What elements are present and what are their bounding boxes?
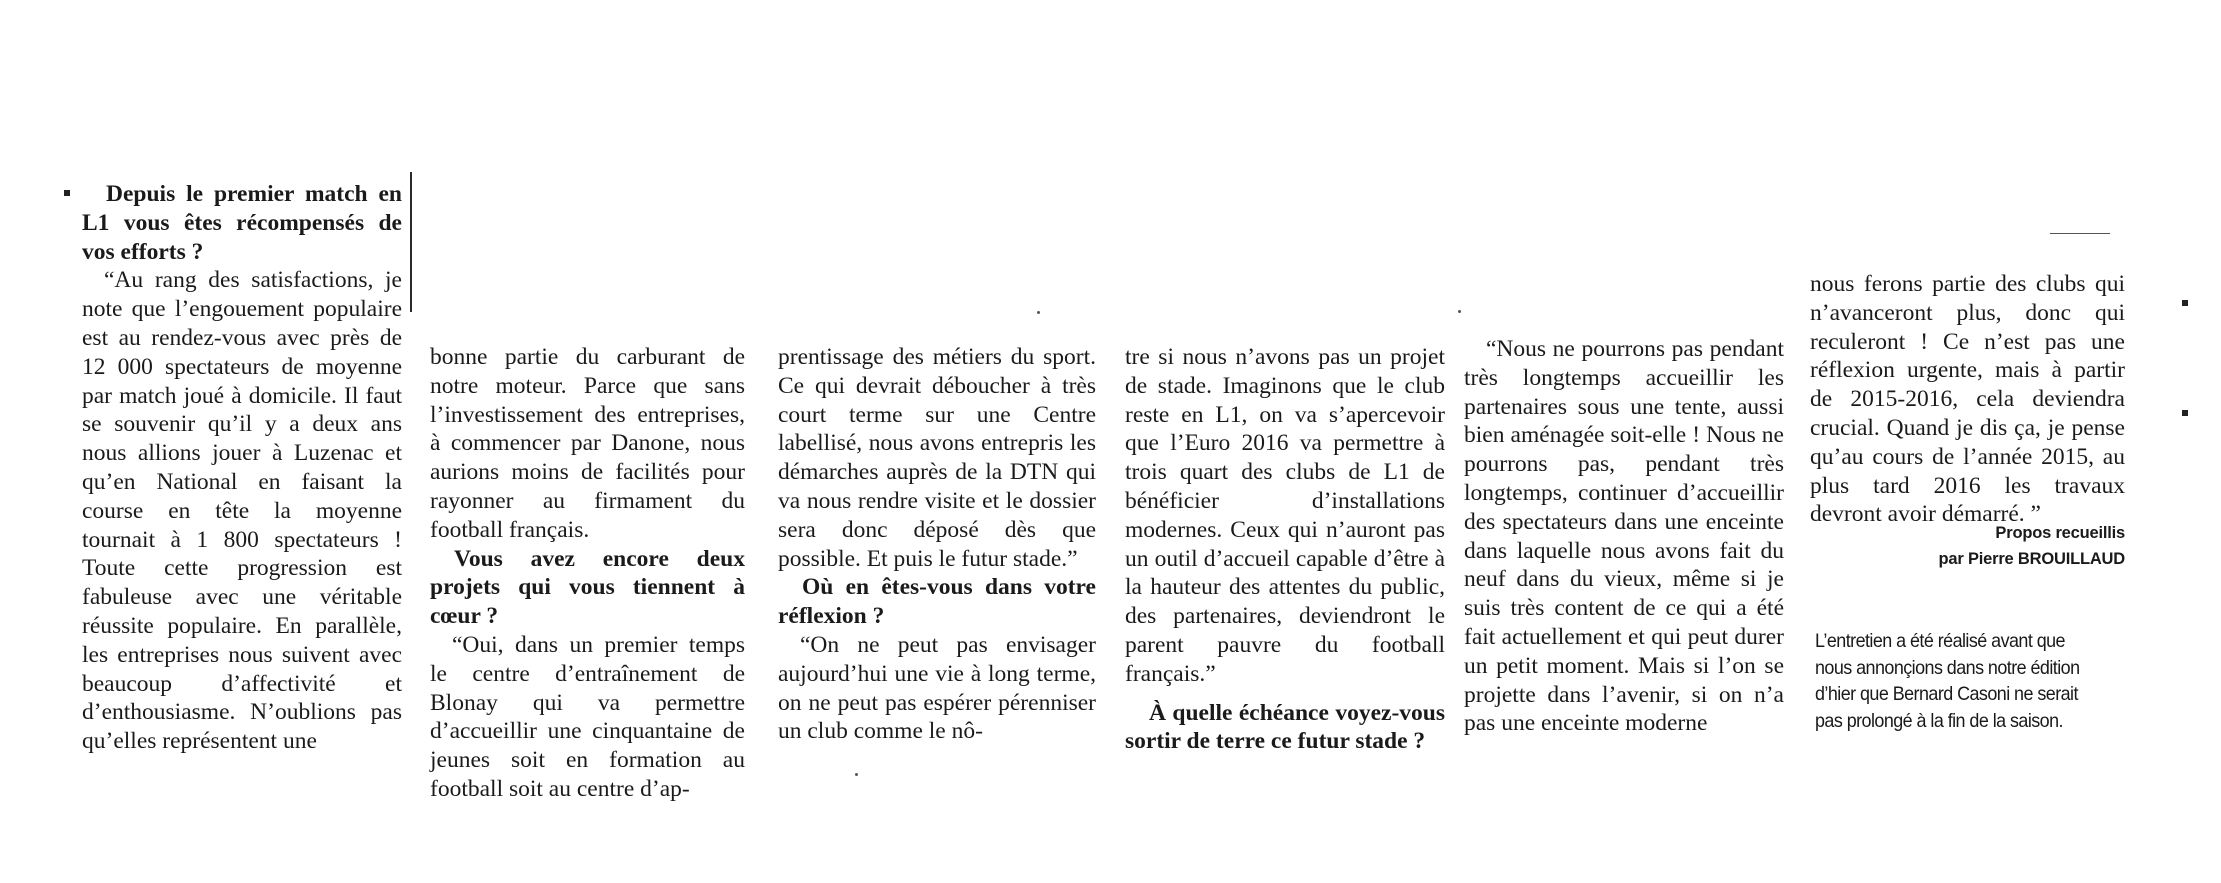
scan-dash xyxy=(2050,233,2110,234)
scan-speck xyxy=(1458,310,1461,313)
answer-continued: prentissage des métiers du sport. Ce qui devrait déboucher à très court terme sur une Centre labellisé, nous avons entrepris les démarches auprès de la DTN qui va nous rendre visite et le dossier sera donc déposé dès que possible. Et puis le futur stade.” xyxy=(778,344,1096,572)
byline-line-2: par Pierre BROUILLAUD xyxy=(1938,550,2125,568)
scan-speck xyxy=(1037,311,1040,314)
answer-continued: nous ferons partie des clubs qui n’avanceront plus, donc qui reculeront ! Ce n’est pas une réflexion urgente, mais à partir de 2015-2016, cela deviendra crucial. Quand je dis ça, je pense qu’au cours de l’année 2015, au plus tard 2016 les travaux devront avoir démarré. ” xyxy=(1810,271,2125,528)
interview-answer: “Oui, dans un premier temps le centre d’entraînement de Blonay qui va permettre d’accueillir une cinquantaine de jeunes soit en formation au football soit au centre d’ap- xyxy=(430,631,745,802)
article-column-6 xyxy=(1810,270,2125,529)
editor-note: L’entretien a été réalisé avant que nous annonçions dans notre édition d’hier que Bernard Casoni ne serait pas prolongé à la fin de la saison. xyxy=(1815,630,2080,732)
interview-question: Où en êtes-vous dans votre réflexion ? xyxy=(778,574,1096,630)
interview-question: Depuis le premier match en L1 vous êtes récompensés de vos efforts ? xyxy=(82,181,402,265)
interview-answer: “Nous ne pourrons pas pendant très longtemps accueillir les partenaires sous une tente, aussi bien aménagée soit-elle ! Nous ne pourrons pas, pendant très longtemps, continuer d’accueillir des spectateurs dans une enceinte dans laquelle nous avons fait du neuf dans du vieux, même si je suis très content de ce qui a été fait actuellement et qui peut durer un petit moment. Mais si l’on se projette dans l’avenir, si on n’a pas une enceinte moderne xyxy=(1464,336,1784,737)
column-rule xyxy=(410,172,412,312)
article-column-1 xyxy=(82,180,402,756)
interview-answer: “Au rang des satisfactions, je note que l’engouement populaire est au rendez-vous avec près de 12 000 spectateurs de moyenne par match joué à domicile. Il faut se souvenir qu’il y a deux ans nous allions jouer à Luzenac et qu’en National en faisant la course en tête la moyenne tournait à 1 800 spectateurs ! Toute cette progression est fabuleuse avec une véritable réussite populaire. En parallèle, les entreprises nous suivent avec beaucoup d’affectivité et d’enthousiasme. N’oublions pas qu’elles représentent une xyxy=(82,267,402,755)
margin-mark xyxy=(2182,410,2188,416)
interview-question: Vous avez encore deux projets qui vous tiennent à cœur ? xyxy=(430,545,745,630)
article-column-5 xyxy=(1464,335,1784,738)
interview-answer: “On ne peut pas envisager aujourd’hui une vie à long terme, on ne peut pas espérer pérenniser un club comme le nô- xyxy=(778,631,1096,745)
article-column-3 xyxy=(778,343,1096,746)
margin-mark xyxy=(2182,300,2188,306)
interview-question: À quelle échéance voyez-vous sortir de terre ce futur stade ? xyxy=(1125,699,1445,755)
byline xyxy=(1810,520,2125,572)
scan-speck xyxy=(855,773,858,776)
bullet-mark xyxy=(64,190,70,196)
byline-line-1: Propos recueillis xyxy=(1995,524,2125,542)
article-column-4 xyxy=(1125,343,1445,756)
answer-continued: bonne partie du carburant de notre moteur. Parce que sans l’investissement des entreprises, à commencer par Danone, nous aurions moins de facilités pour rayonner au firmament du football français. xyxy=(430,344,745,543)
article-column-2 xyxy=(430,343,745,804)
answer-continued: tre si nous n’avons pas un projet de stade. Imaginons que le club reste en L1, on va s’apercevoir que l’Euro 2016 va permettre à trois quart des clubs de L1 de bénéficier d’installations modernes. Ceux qui n’auront pas un outil d’accueil capable d’être à la hauteur des attentes du public, des partenaires, deviendront le parent pauvre du football français.” xyxy=(1125,344,1445,687)
